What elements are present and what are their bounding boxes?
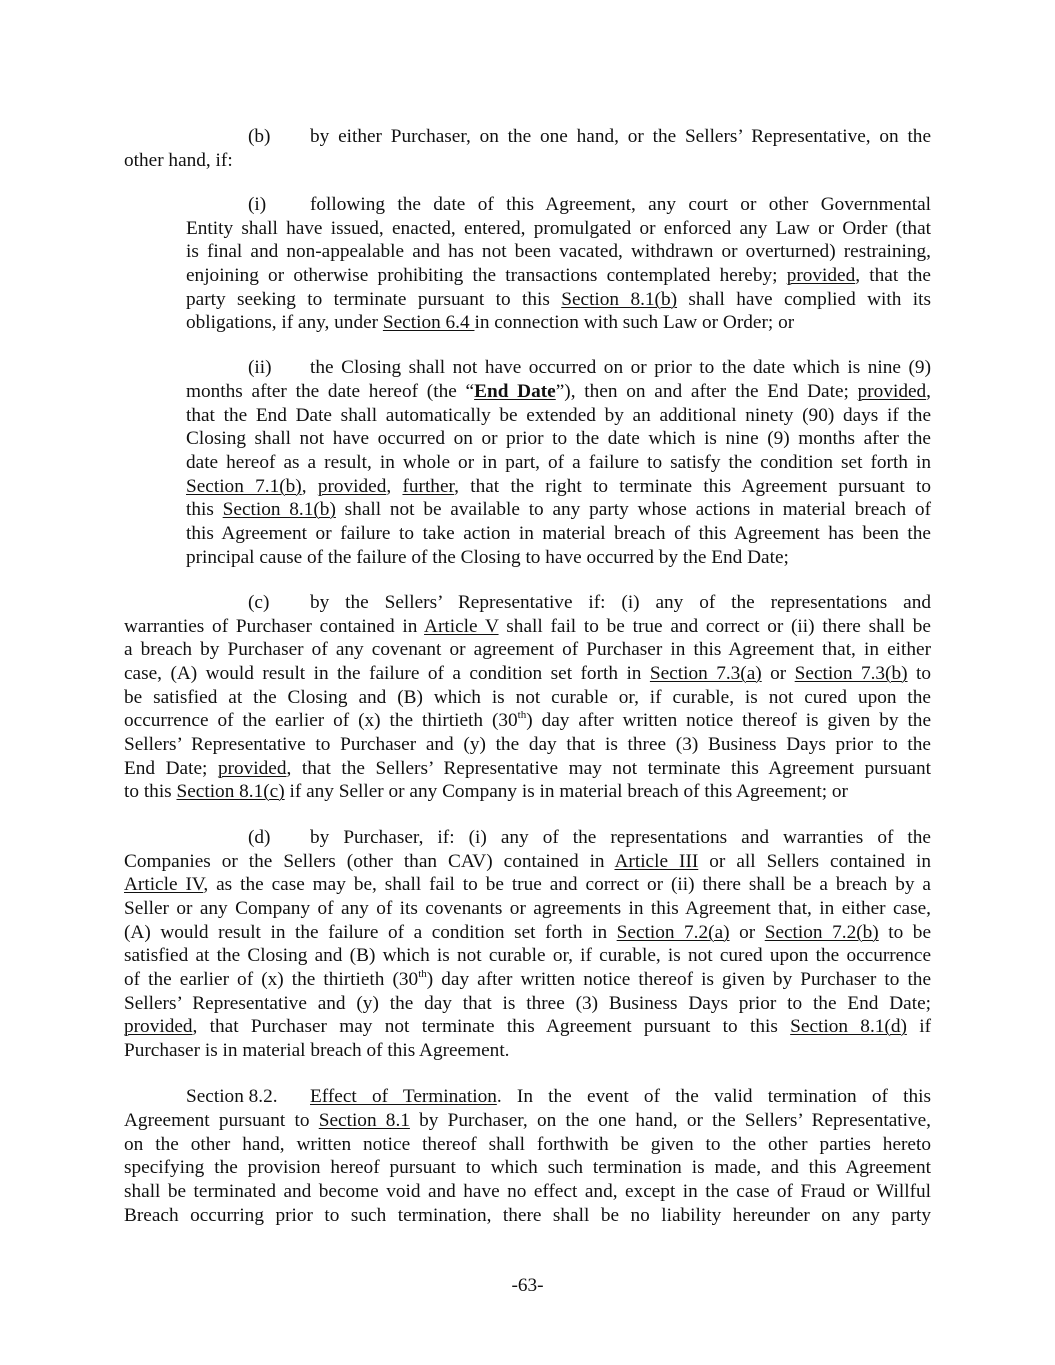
defined-term-provided: provided — [124, 1016, 193, 1037]
section-8-2-line: specifying the provision hereof pursuant to which such termination is made, and this Agreement — [124, 1157, 931, 1178]
page-number: -63- — [511, 1275, 544, 1296]
clause-d-line: of the earlier of (x) the thirtieth (30th) day after written notice thereof is given by Purchaser to the — [124, 968, 931, 990]
cross-reference-link[interactable]: Section 6.4 — [382, 312, 475, 333]
clause-c-line: Sellers’ Representative to Purchaser and (y) the day that is three (3) Business Days prior to the — [124, 734, 931, 755]
clause-b-ii-line: months after the date hereof (the “End Date”), then on and after the End Date; provided, — [186, 381, 931, 402]
clause-d-line: (A) would result in the failure of a condition set forth in Section 7.2(a) or Section 7.2(b) to be — [124, 922, 932, 943]
clause-b-ii-line: this Section 8.1(b) shall not be available to any party whose actions in material breach of — [186, 499, 931, 520]
clause-d-line: Sellers’ Representative and (y) the day that is three (3) Business Days prior to the End Date; — [124, 993, 931, 1014]
superscript-ordinal: th — [517, 709, 527, 721]
clause-c-line: by the Sellers’ Representative if: (i) any of the representations and — [310, 592, 931, 613]
cross-reference-link[interactable]: Article V — [424, 616, 499, 637]
section-8-2-line: Agreement pursuant to Section 8.1 by Purchaser, on the one hand, or the Sellers’ Representative, — [124, 1110, 931, 1131]
clause-label-b-ii: (ii) — [248, 357, 272, 378]
section-8-2-line: shall be terminated and become void and have no effect and, except in the case of Fraud or Willful — [124, 1181, 931, 1202]
clause-b-i-line: Entity shall have issued, enacted, entered, promulgated or enforced any Law or Order (that — [186, 218, 931, 239]
clause-b-ii-line: Section 7.1(b), provided, further, that the right to terminate this Agreement pursuant to — [186, 476, 932, 497]
cross-reference-link[interactable]: Article III — [614, 851, 699, 872]
clause-label-c: (c) — [248, 592, 270, 613]
defined-term-provided: provided — [786, 265, 856, 286]
clause-b-i-line: obligations, if any, under Section 6.4 in connection with such Law or Order; or — [186, 312, 795, 333]
clause-b-line: by either Purchaser, on the one hand, or the Sellers’ Representative, on the — [310, 126, 931, 147]
clause-b-i-line: is final and non-appealable and has not been vacated, withdrawn or overturned) restraining, — [186, 241, 931, 262]
superscript-ordinal: th — [418, 968, 427, 980]
clause-b-ii-line: this Agreement or failure to take action in material breach of this Agreement has been the — [186, 523, 931, 544]
clause-d-line: Purchaser is in material breach of this Agreement. — [124, 1040, 510, 1061]
clause-d-line: satisfied at the Closing and (B) which is not curable or, if curable, is not cured upon the occurrence — [124, 945, 931, 966]
clause-b-i-line: party seeking to terminate pursuant to this Section 8.1(b) shall have complied with its — [186, 289, 931, 310]
clause-b-ii-line: that the End Date shall automatically be extended by an additional ninety (90) days if the — [186, 405, 931, 426]
cross-reference-link[interactable]: Section 8.1(d) — [790, 1016, 907, 1037]
clause-label-d: (d) — [248, 827, 271, 848]
clause-c-line: to this Section 8.1(c) if any Seller or any Company is in material breach of this Agreement; or — [124, 781, 848, 802]
section-8-2-line: Effect of Termination. In the event of the valid termination of this — [310, 1086, 931, 1107]
clause-label-b: (b) — [248, 126, 271, 147]
clause-c-line: occurrence of the earlier of (x) the thirtieth (30th) day after written notice thereof is given by the — [124, 709, 932, 731]
clause-b-i-line: enjoining or otherwise prohibiting the transactions contemplated hereby; provided, that the — [186, 265, 931, 286]
cross-reference-link[interactable]: Section 8.1(b) — [561, 289, 678, 310]
clause-b-ii-line: date hereof as a result, in whole or in part, of a failure to satisfy the condition set forth in — [186, 452, 931, 473]
clause-b-line: other hand, if: — [124, 150, 233, 171]
section-heading: Effect of Termination — [310, 1086, 497, 1107]
defined-term-further: further — [402, 476, 455, 497]
clause-b-ii-line: Closing shall not have occurred on or prior to the date which is nine (9) months after the — [186, 428, 931, 449]
clause-c-line: warranties of Purchaser contained in Article V shall fail to be true and correct or (ii) there shall be — [124, 616, 931, 637]
clause-b-ii-line: principal cause of the failure of the Closing to have occurred by the End Date; — [186, 547, 789, 568]
cross-reference-link[interactable]: Section 7.2(a) — [616, 922, 730, 943]
section-number: Section 8.2. — [186, 1086, 278, 1107]
defined-term-provided: provided — [857, 381, 927, 402]
clause-c-line: case, (A) would result in the failure of a condition set forth in Section 7.3(a) or Section 7.3(b) to — [124, 663, 931, 684]
clause-c-line: be satisfied at the Closing and (B) which is not curable or, if curable, is not cured upon the — [124, 687, 931, 708]
clause-label-b-i: (i) — [248, 194, 267, 215]
defined-term-end-date: End Date — [474, 381, 556, 402]
clause-b-i-line: following the date of this Agreement, any court or other Governmental — [310, 194, 931, 215]
clause-d-line: provided, that Purchaser may not terminate this Agreement pursuant to this Section 8.1(d) if — [124, 1016, 932, 1037]
clause-d-line: Article IV, as the case may be, shall fail to be true and correct or (ii) there shall be a breach by a — [124, 874, 931, 895]
section-8-2-line: on the other hand, written notice thereof shall forthwith be given to the other parties hereto — [124, 1134, 931, 1155]
cross-reference-link[interactable]: Section 8.1 — [318, 1110, 410, 1131]
section-8-2-line: Breach occurring prior to such termination, there shall be no liability hereunder on any party — [124, 1205, 931, 1226]
clause-d-line: Companies or the Sellers (other than CAV) contained in Article III or all Sellers contained in — [124, 851, 931, 872]
cross-reference-link[interactable]: Section 7.1(b) — [186, 476, 302, 497]
cross-reference-link[interactable]: Section 8.1(b) — [222, 499, 336, 520]
clause-d-line: by Purchaser, if: (i) any of the representations and warranties of the — [310, 827, 931, 848]
defined-term-provided: provided — [317, 476, 387, 497]
cross-reference-link[interactable]: Section 7.3(b) — [794, 663, 908, 684]
defined-term-provided: provided — [217, 758, 287, 779]
cross-reference-link[interactable]: Article IV — [124, 874, 204, 895]
cross-reference-link[interactable]: Section 8.1(c) — [176, 781, 285, 802]
clause-d-line: Seller or any Company of any of its covenants or agreements in this Agreement that, in either case, — [124, 898, 931, 919]
cross-reference-link[interactable]: Section 7.2(b) — [764, 922, 879, 943]
clause-c-line: End Date; provided, that the Sellers’ Representative may not terminate this Agreement pursuant — [124, 758, 931, 779]
cross-reference-link[interactable]: Section 7.3(a) — [649, 663, 762, 684]
clause-b-ii-line: the Closing shall not have occurred on or prior to the date which is nine (9) — [310, 357, 931, 378]
clause-c-line: a breach by Purchaser of any covenant or agreement of Purchaser in this Agreement that, in either — [124, 639, 931, 660]
